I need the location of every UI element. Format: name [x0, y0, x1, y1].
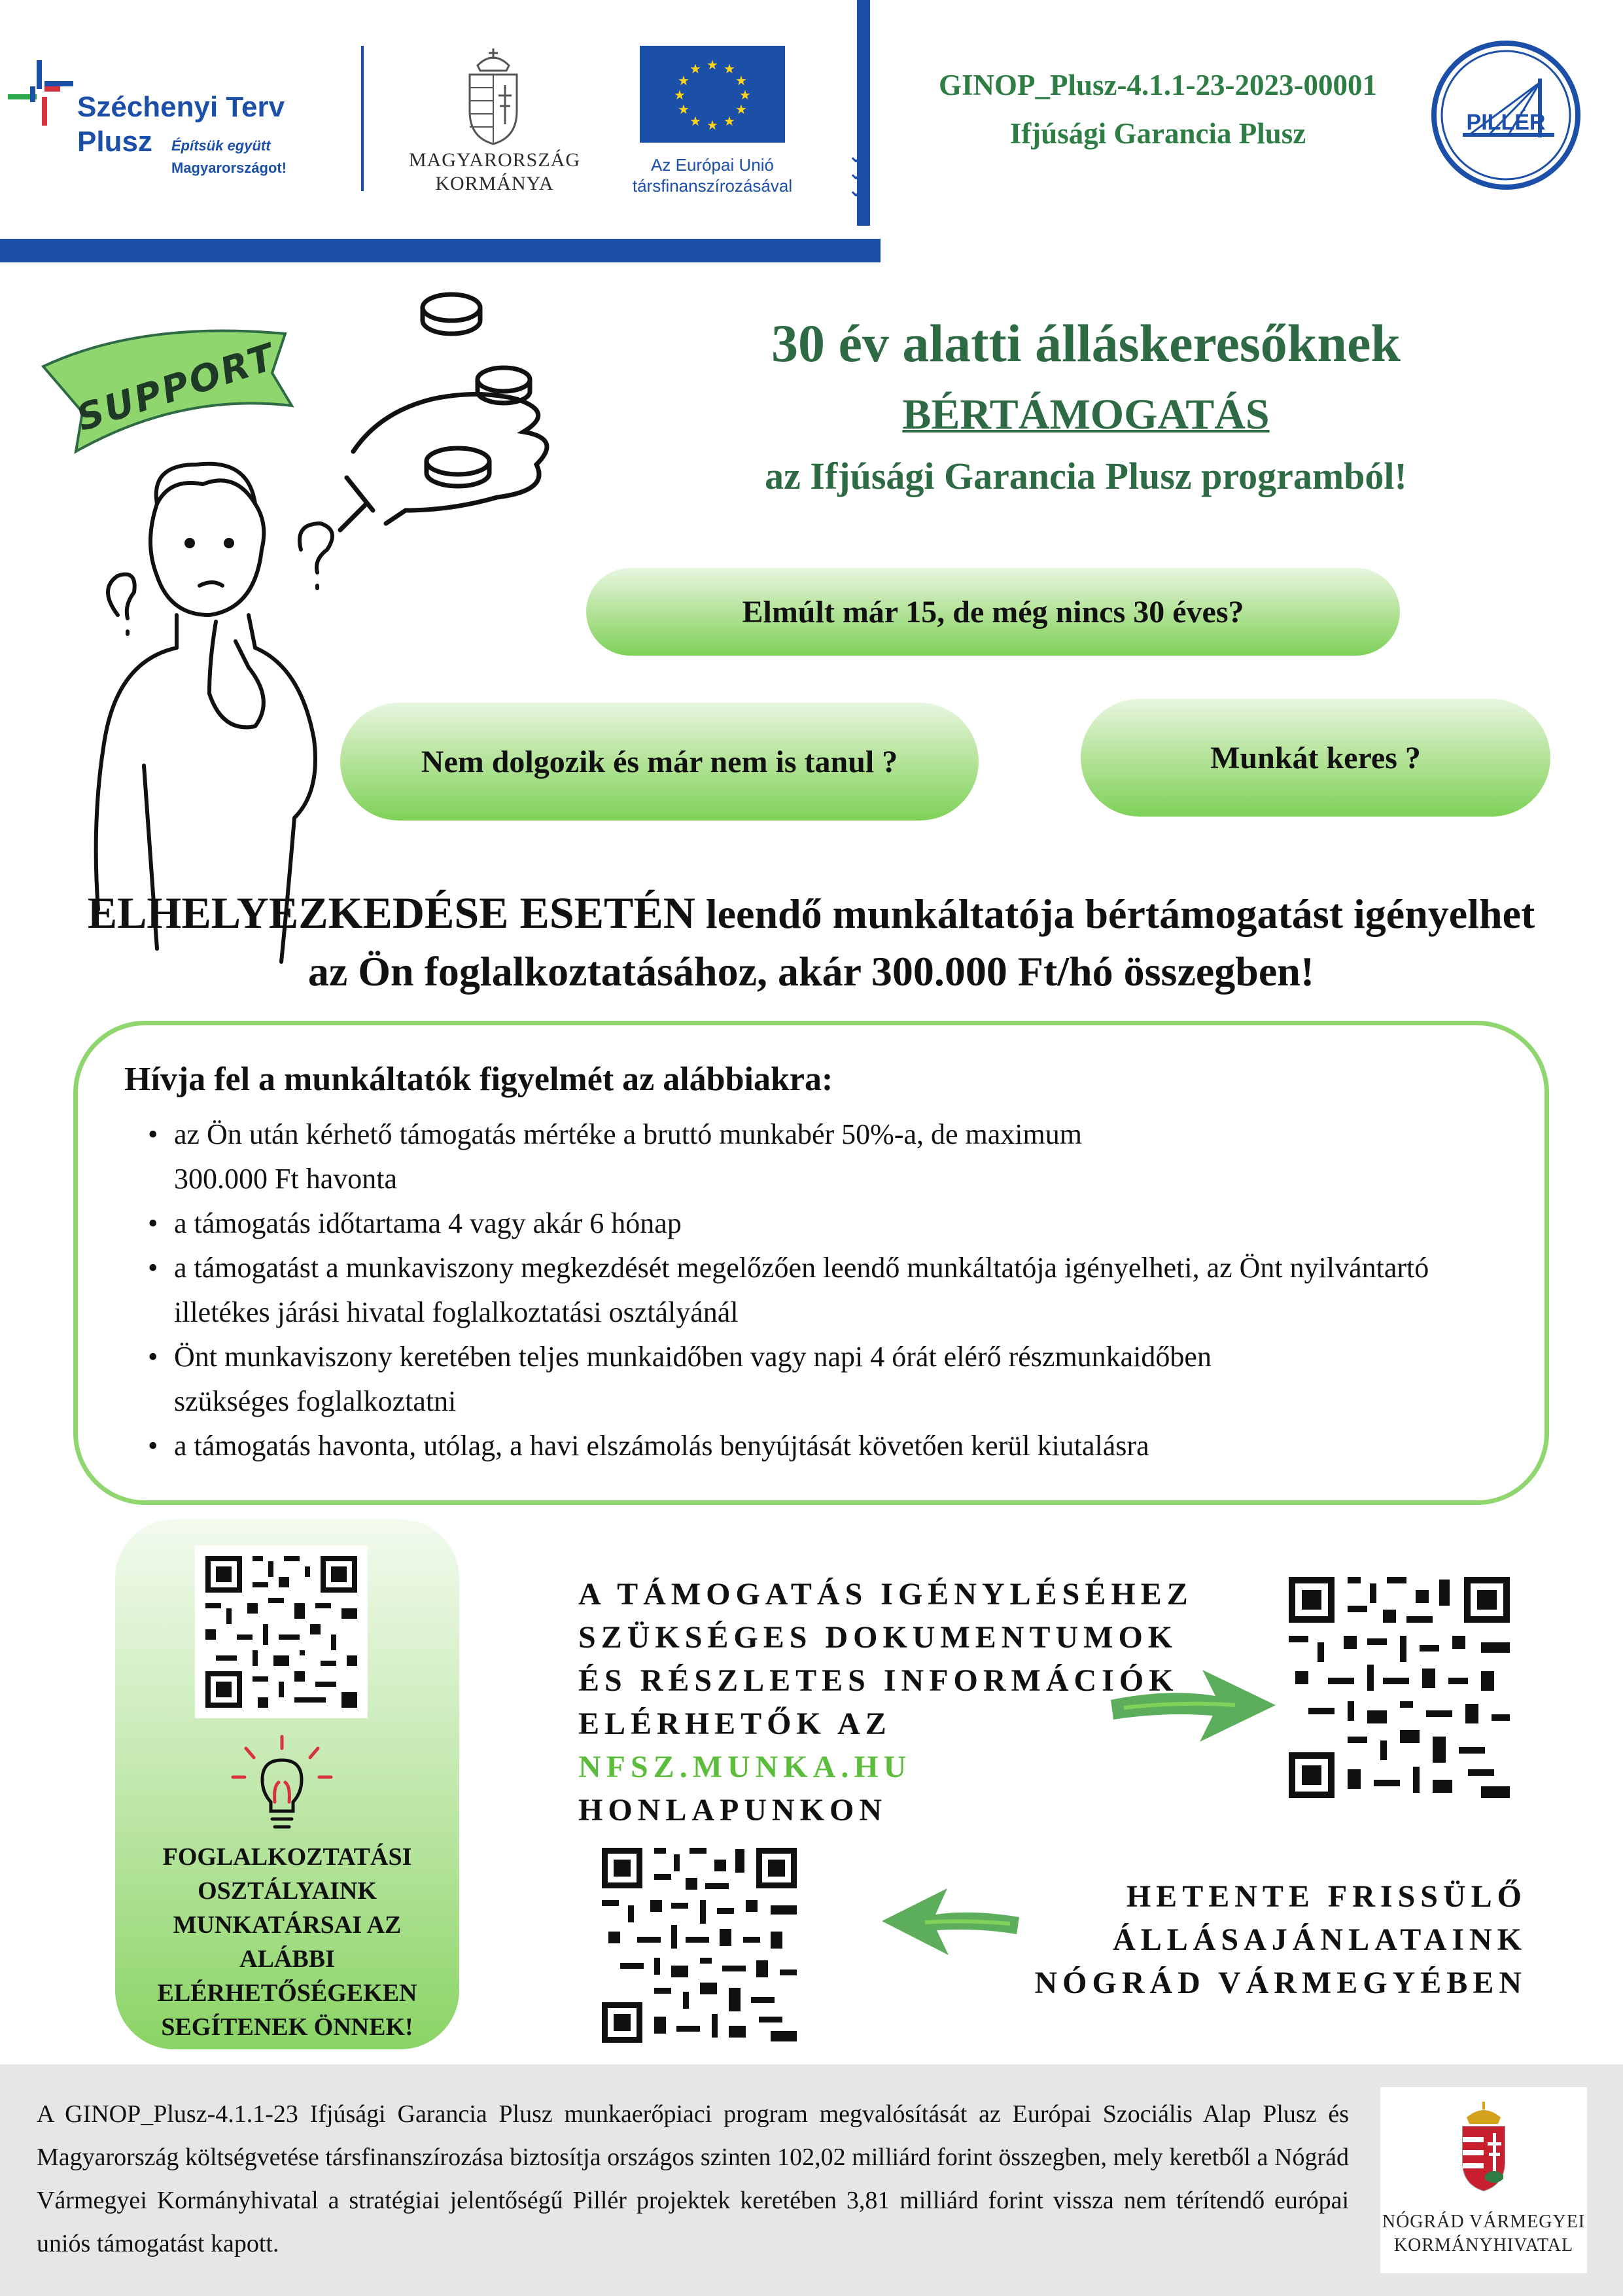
government-line-1: MAGYARORSZÁG	[408, 149, 581, 171]
project-code: GINOP_Plusz-4.1.1-23-2023-00001	[939, 69, 1377, 101]
jobs-line-1: HETENTE FRISSÜLŐ	[1126, 1879, 1527, 1914]
jobs-text	[929, 1875, 1527, 2005]
szechenyi-cross-icon	[5, 58, 77, 130]
svg-text:★: ★	[689, 61, 701, 77]
coat-of-arms-icon	[458, 46, 529, 145]
contact-qr-code[interactable]	[195, 1545, 368, 1718]
documents-qr-code[interactable]	[1285, 1573, 1514, 1802]
svg-text:★: ★	[724, 113, 735, 129]
svg-text:★: ★	[674, 87, 686, 103]
chevron-down-icon: ⌄ ⌄ ⌄	[848, 145, 865, 202]
question-neet-pill: Nem dolgozik és már nem is tanul ?	[340, 703, 979, 821]
list-item: • a támogatást a munkaviszony megkezdését megelőzően leendő munkáltatója igényelheti, az Önt nyilvántartó illetékes járási hivatal foglalkoztatási osztályánál	[145, 1246, 1476, 1335]
eu-caption-1: Az Európai Unió	[651, 155, 774, 175]
title-line-1: 30 év alatti álláskeresőknek	[771, 313, 1401, 373]
question-age-pill: Elmúlt már 15, de még nincs 30 éves?	[586, 568, 1400, 656]
kormanyhivatal-logo	[1380, 2087, 1587, 2273]
footer-text: A GINOP_Plusz-4.1.1-23 Ifjúsági Garancia Plusz munkaerőpiaci program megvalósítását az Európai Szociális Alap Plusz és Magyarország költségvetése társfinanszírozása biztosítja országos szinten 102,02 milliárd forint összegben, mely keretből a Nógrád Vármegyei Kormányhivatal a stratégiai jelentőségű Pillér projektek keretében 3,81 milliárd forint vissza nem térítendő európai uniós támogatást kapott.	[37, 2100, 1349, 2257]
eu-caption-2: társfinanszírozásával	[632, 176, 793, 196]
piller-label: PILLÉR	[1466, 110, 1546, 135]
list-item: • Önt munkaviszony keretében teljes munkaidőben vagy napi 4 órát elérő részmunkaidőben szükséges foglalkoztatni	[145, 1335, 1234, 1424]
svg-text:★: ★	[707, 57, 718, 73]
chevron-right-icon: »»»	[769, 234, 818, 263]
lightbulb-icon	[226, 1734, 338, 1839]
header-bar	[0, 239, 881, 262]
hand-with-coins-icon	[327, 281, 576, 543]
logo-line-1: NÓGRÁD VÁRMEGYEI	[1382, 2212, 1586, 2232]
szechenyi-slogan-1: Építsük együtt	[171, 137, 271, 154]
documents-body: A TÁMOGATÁS IGÉNYLÉSÉHEZ SZÜKSÉGES DOKUMENTUMOK ÉS RÉSZLETES INFORMÁCIÓK ELÉRHETŐK AZ	[578, 1577, 1193, 1741]
svg-text:★: ★	[735, 101, 747, 117]
list-item: • a támogatás időtartama 4 vagy akár 6 hónap	[145, 1201, 1454, 1246]
question-jobseek-pill: Munkát keres ?	[1081, 699, 1550, 817]
list-item: • az Ön után kérhető támogatás mértéke a bruttó munkabér 50%-a, de maximum 300.000 Ft havonta	[145, 1112, 1116, 1201]
svg-text:★: ★	[707, 117, 718, 133]
lead-line-1	[20, 883, 1603, 944]
lead-line-2: az Ön foglalkoztatásához, akár 300.000 Ft/hó összegben!	[307, 948, 1315, 995]
svg-text:★: ★	[678, 101, 689, 117]
logo-line-2: KORMÁNYHIVATAL	[1393, 2235, 1574, 2255]
program-name: Ifjúsági Garancia Plusz	[1009, 117, 1306, 150]
eu-flag-icon	[640, 46, 785, 143]
title-line-2: BÉRTÁMOGATÁS	[902, 391, 1270, 438]
support-banner-text: SUPPORT	[71, 335, 281, 440]
svg-text:★: ★	[678, 73, 689, 88]
nograd-coat-of-arms-icon	[1457, 2102, 1510, 2193]
title-line-3: az Ifjúsági Garancia Plusz programból!	[765, 455, 1407, 497]
arrow-right-icon	[1104, 1662, 1281, 1747]
szechenyi-title: Széchenyi Terv	[77, 91, 285, 123]
szechenyi-plus: Plusz	[77, 126, 152, 158]
nfsz-link[interactable]: NFSZ.MUNKA.HU	[578, 1750, 912, 1784]
contact-text: FOGLALKOZTATÁSI OSZTÁLYAINK MUNKATÁRSAI AZ ALÁBBI ELÉRHETŐSÉGEKEN SEGÍTENEK ÖNNEK!	[157, 1843, 417, 2041]
jobs-qr-code[interactable]	[599, 1845, 799, 2045]
jobs-line-3: NÓGRÁD VÁRMEGYÉBEN	[1034, 1966, 1527, 2000]
info-heading: Hívja fel a munkáltatók figyelmét az alábbiakra:	[124, 1061, 833, 1098]
jobs-line-2: ÁLLÁSAJÁNLATAINK	[1113, 1922, 1527, 1957]
lead-rest: leendő munkáltatója bértámogatást igényelhet	[695, 891, 1535, 937]
info-list	[145, 1112, 1454, 1468]
svg-text:★: ★	[735, 73, 747, 88]
svg-text:★: ★	[689, 113, 701, 129]
documents-suffix: HONLAPUNKON	[578, 1793, 887, 1828]
szechenyi-slogan-2: Magyarországot!	[171, 160, 287, 176]
header-divider	[361, 46, 364, 191]
list-item: • a támogatás havonta, utólag, a havi elszámolás benyújtását követően kerül kiutalásra	[145, 1424, 1454, 1468]
lead-bold: ELHELYEZKEDÉSE ESETÉN	[87, 888, 695, 938]
svg-text:★: ★	[724, 61, 735, 77]
government-line-2: KORMÁNYA	[435, 173, 554, 194]
svg-text:★: ★	[739, 87, 751, 103]
